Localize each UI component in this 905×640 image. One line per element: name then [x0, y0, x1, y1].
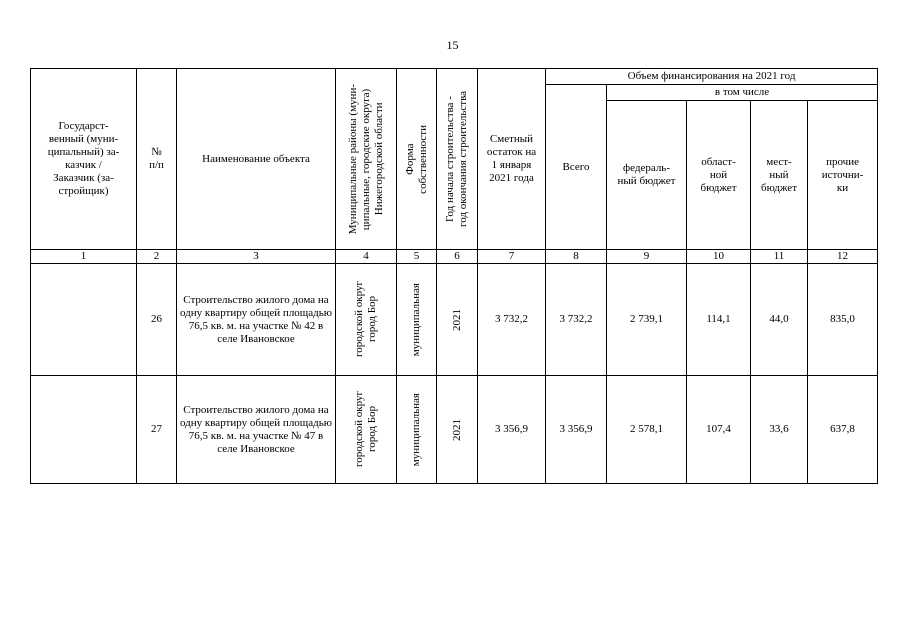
header-ownership	[397, 69, 437, 250]
row-years	[437, 264, 478, 376]
header-other: прочие источни- ки	[808, 101, 878, 250]
row-ownership-text: муниципальная	[410, 282, 422, 357]
column-number: 12	[808, 250, 878, 264]
row-local: 44,0	[751, 264, 808, 376]
row-ownership	[397, 264, 437, 376]
column-number: 7	[478, 250, 546, 264]
row-local: 33,6	[751, 376, 808, 484]
row-number: 27	[137, 376, 177, 484]
row-district	[336, 264, 397, 376]
row-other: 637,8	[808, 376, 878, 484]
column-number: 2	[137, 250, 177, 264]
header-total: Всего	[546, 85, 607, 250]
column-number: 8	[546, 250, 607, 264]
row-other: 835,0	[808, 264, 878, 376]
column-number: 9	[607, 250, 687, 264]
row-years	[437, 376, 478, 484]
header-number: № п/п	[137, 69, 177, 250]
row-balance: 3 356,9	[478, 376, 546, 484]
page-number: 15	[446, 38, 459, 52]
header-including: в том числе	[607, 85, 878, 101]
row-number: 26	[137, 264, 177, 376]
column-number: 4	[336, 250, 397, 264]
column-number: 3	[177, 250, 336, 264]
header-local: мест- ный бюджет	[751, 101, 808, 250]
header-district	[336, 69, 397, 250]
column-number: 10	[687, 250, 751, 264]
row-total: 3 356,9	[546, 376, 607, 484]
header-regional: област- ной бюджет	[687, 101, 751, 250]
header-balance: Сметный остаток на 1 января 2021 года	[478, 69, 546, 250]
table-row	[31, 264, 878, 376]
row-balance: 3 732,2	[478, 264, 546, 376]
header-federal: федераль- ный бюджет	[607, 101, 687, 250]
header-object-name: Наименование объекта	[177, 69, 336, 250]
row-federal: 2 578,1	[607, 376, 687, 484]
funding-table	[30, 68, 878, 484]
header-years	[437, 69, 478, 250]
header-years-text: Год начала строительства - год окончания строительства	[444, 91, 469, 227]
row-customer	[31, 376, 137, 484]
row-years-text: 2021	[450, 308, 463, 331]
header-customer: Государст- венный (муни- ципальный) за- казчик / Заказчик (за- стройщик)	[31, 69, 137, 250]
row-district-text: городской округ город Бор	[353, 281, 378, 358]
row-regional: 114,1	[687, 264, 751, 376]
row-ownership-text: муниципальная	[410, 392, 422, 467]
row-total: 3 732,2	[546, 264, 607, 376]
row-object-name: Строительство жилого дома на одну квартиру общей площадью 76,5 кв. м. на участке № 42 в селе Ивановское	[177, 264, 336, 376]
row-years-text: 2021	[450, 418, 463, 441]
header-funding-group: Объем финансирования на 2021 год	[546, 69, 878, 85]
row-regional: 107,4	[687, 376, 751, 484]
header-ownership-text: Форма собственности	[403, 124, 429, 194]
row-object-name: Строительство жилого дома на одну квартиру общей площадью 76,5 кв. м. на участке № 47 в селе Ивановское	[177, 376, 336, 484]
row-district-text: городской округ город Бор	[353, 391, 378, 468]
column-number: 6	[437, 250, 478, 264]
column-number: 5	[397, 250, 437, 264]
column-number: 11	[751, 250, 808, 264]
row-federal: 2 739,1	[607, 264, 687, 376]
column-numbers-row	[31, 250, 878, 264]
row-district	[336, 376, 397, 484]
header-district-text: Муниципальные районы (муни- ципальные, городские округа) Нижегородской области	[346, 83, 385, 235]
column-number: 1	[31, 250, 137, 264]
row-ownership	[397, 376, 437, 484]
table-row	[31, 376, 878, 484]
row-customer	[31, 264, 137, 376]
